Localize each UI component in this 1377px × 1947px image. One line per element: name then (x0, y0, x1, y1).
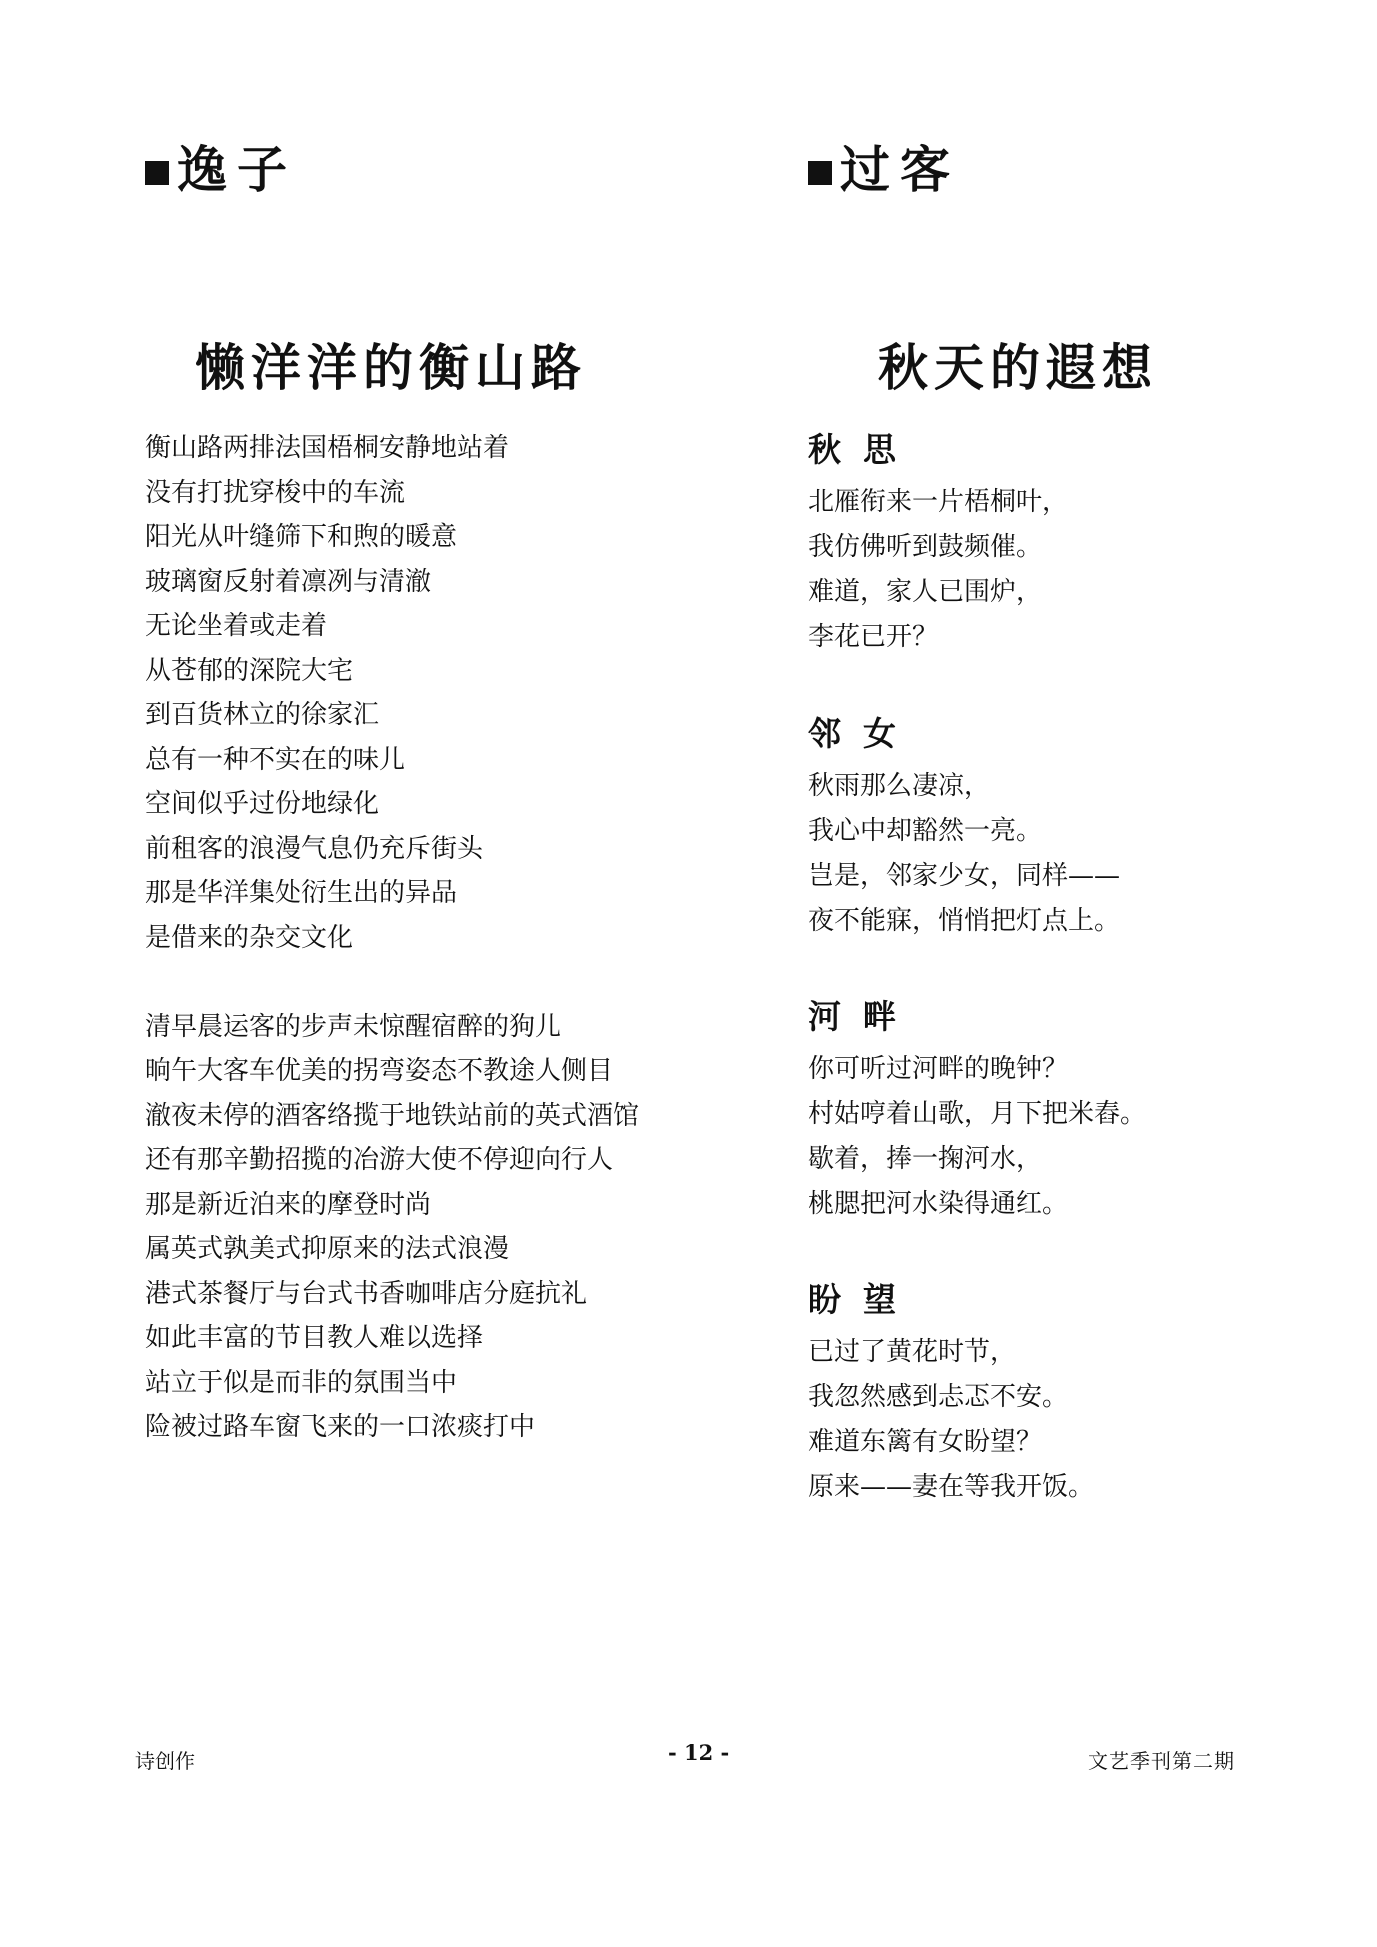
poem-line: 从苍郁的深院大宅 (145, 655, 354, 686)
poem-line: 衡山路两排法国梧桐安静地站着 (145, 433, 510, 463)
stanza-linnv (808, 712, 1120, 944)
poem-line: 险被过路车窗飞来的一口浓痰打中 (145, 1412, 536, 1442)
poem-line: 村姑哼着山歌，月下把米舂。 (808, 1099, 1147, 1129)
author-name: 逸子 (177, 140, 297, 199)
poem-line: 港式茶餐厅与台式书香咖啡店分庭抗礼 (145, 1278, 588, 1309)
poem-line: 你可听过河畔的晚钟？ (808, 1054, 1069, 1084)
poem-title-right: 秋天的遐想 (878, 339, 1158, 397)
poem-line: 玻璃窗反射着凛冽与清澈 (145, 566, 432, 597)
poem-line: 没有打扰穿梭中的车流 (145, 477, 406, 508)
poem-line: 阳光从叶缝筛下和煦的暖意 (145, 522, 458, 552)
stanza-lines (808, 1047, 1146, 1227)
poem-line: 我心中却豁然一亮。 (808, 816, 1043, 846)
stanza-qiusi (808, 428, 1068, 660)
poem-line: 如此丰富的节目教人难以选择 (145, 1323, 484, 1353)
poem-line: 秋雨那么凄凉， (808, 771, 991, 801)
stanza-hepan (808, 995, 1146, 1227)
square-bullet-icon (808, 161, 832, 185)
author-name: 过客 (840, 140, 960, 199)
poem-line: 空间似乎过份地绿化 (145, 789, 380, 819)
footer-publication: 文艺季刊第二期 (1088, 1749, 1235, 1773)
poem-line: 到百货林立的徐家汇 (145, 700, 380, 730)
stanza-heading: 秋思 (808, 430, 918, 469)
poem-line: 岂是，邻家少女，同样—— (808, 861, 1121, 891)
footer-section-name: 诗创作 (135, 1749, 195, 1773)
stanza-heading: 邻女 (808, 714, 918, 753)
poem-line: 晌午大客车优美的拐弯姿态不教途人侧目 (145, 1056, 614, 1086)
poem-line: 我忽然感到忐忑不安。 (808, 1382, 1069, 1412)
stanza-gap (145, 960, 639, 1005)
stanza-heading: 河畔 (808, 997, 918, 1036)
poem-line: 那是华洋集处衍生出的异品 (145, 878, 458, 908)
author-right (808, 140, 960, 200)
poem-line: 站立于似是而非的氛围当中 (145, 1367, 458, 1398)
poem-line: 歇着，捧一掬河水， (808, 1144, 1043, 1174)
poem-line: 属英式孰美式抑原来的法式浪漫 (145, 1234, 510, 1264)
poem-title-left: 懒洋洋的衡山路 (195, 339, 587, 397)
stanza-lines (808, 480, 1068, 660)
poem-line: 李花已开？ (808, 622, 939, 652)
poem-line: 北雁衔来一片梧桐叶， (808, 487, 1069, 517)
page-number: - 12 - (668, 1740, 730, 1765)
poem-line: 清早晨运客的步声未惊醒宿醉的狗儿 (145, 1011, 562, 1042)
poem-line: 已过了黄花时节， (808, 1337, 1017, 1367)
author-left (145, 140, 297, 200)
poem-line: 前租客的浪漫气息仍充斥街头 (145, 833, 484, 864)
poem-line: 难道，家人已围炉， (808, 577, 1043, 607)
stanza-heading: 盼望 (808, 1280, 918, 1319)
stanza-panwang (808, 1278, 1094, 1510)
poem-line: 那是新近泊来的摩登时尚 (145, 1189, 432, 1220)
poem-line: 夜不能寐，悄悄把灯点上。 (808, 906, 1121, 936)
poem-line: 是借来的杂交文化 (145, 922, 354, 953)
poem-line: 桃腮把河水染得通红。 (808, 1189, 1069, 1219)
poem-lines-left (145, 426, 639, 1450)
poem-line: 原来——妻在等我开饭。 (808, 1472, 1095, 1502)
poem-line: 还有那辛勤招揽的冶游大使不停迎向行人 (145, 1145, 614, 1175)
square-bullet-icon (145, 161, 169, 185)
poem-line: 难道东篱有女盼望？ (808, 1427, 1043, 1457)
poem-line: 我仿佛听到鼓频催。 (808, 532, 1043, 562)
poem-line: 无论坐着或走着 (145, 611, 328, 641)
poem-line: 总有一种不实在的味儿 (145, 744, 406, 775)
stanza-lines (808, 764, 1120, 944)
poem-line: 澈夜未停的酒客络揽于地铁站前的英式酒馆 (145, 1100, 640, 1131)
stanza-lines (808, 1330, 1094, 1510)
